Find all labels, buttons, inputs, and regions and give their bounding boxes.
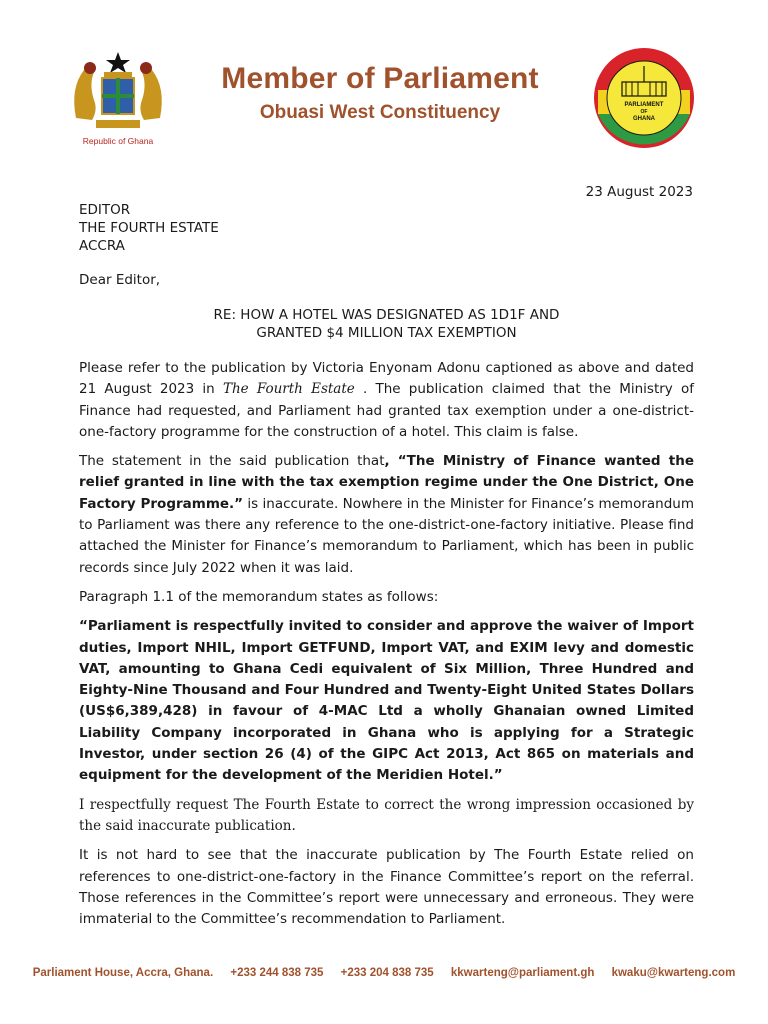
paragraph-1: Please refer to the publication by Victoria Enyonam Adonu captioned as above and dated 21 August 2023 in The Fourth Estate . The publication claimed that the Ministry of Finance had requested, and Parliament had granted tax exemption under a one-district-one-factory programme for the construction of a hotel. This claim is false. (79, 360, 695, 440)
footer-address: Parliament House, Accra, Ghana. (32, 967, 214, 979)
subject-line (79, 306, 694, 342)
footer-phone-2: +233 204 838 735 (340, 967, 434, 979)
footer-email-1[interactable]: kkwarteng@parliament.gh (450, 967, 595, 979)
letterhead-title: Member of Parliament (221, 62, 539, 95)
svg-text:PARLIAMENT: PARLIAMENT (624, 102, 664, 108)
memorandum-quote: “Parliament is respectfully invited to consider and approve the waiver of Import duties, Import NHIL, Import GETFUND, Import VAT, and EXIM levy and domestic VAT, amounting to Ghana Cedi equivalent of Six Million, Three Hundred and Eighty-Nine Thousand and Four Hundred and Twenty-Eight United States Dollars (US$6,389,428) in favour of 4-MAC Ltd a wholly Ghanaian owned Limited Liability Company incorporated in Ghana who is applying for a Strategic Investor, under section 26 (4) of the GIPC Act 2013, Act 865 on materials and equipment for the development of the Meridien Hotel.” (79, 618, 694, 784)
quoted-statement: , “The Ministry of Finance wanted the relief granted in line with the tax exemption regime under the One District, One Factory Programme.” (79, 453, 694, 512)
subject-line-2: GRANTED $4 MILLION TAX EXEMPTION (256, 325, 517, 341)
letter-body (79, 358, 694, 938)
paragraph-2: The statement in the said publication that, “The Ministry of Finance wanted the relief granted in line with the tax exemption regime under the One District, One Factory Programme.” is inaccurate. Nowhere in the Minister for Finance’s memorandum to Parliament was there any reference to the one-district-one-factory initiative. Please find attached the Minister for Finance’s memorandum to Parliament, which has been in public records since July 2022 when it was laid. (79, 453, 694, 576)
recipient-address (79, 201, 219, 255)
paragraph-5: I respectfully request The Fourth Estate to correct the wrong impression occasioned by the said inaccurate publication. (79, 796, 694, 834)
paragraph-6: It is not hard to see that the inaccurate publication by The Fourth Estate relied on references to one-district-one-factory in the Finance Committee’s report on the referral. Those references in the Committee’s report were unnecessary and erroneous. They were immaterial to the Committee’s recommendation to Parliament. (79, 847, 694, 928)
letterhead-footer (0, 967, 768, 979)
footer-email-2[interactable]: kwaku@kwarteng.com (611, 967, 736, 979)
address-line: ACCRA (79, 238, 125, 254)
svg-text:OF: OF (640, 109, 648, 115)
salutation: Dear Editor, (79, 272, 161, 288)
subject-line-1: RE: HOW A HOTEL WAS DESIGNATED AS 1D1F AND (213, 307, 560, 323)
address-line: THE FOURTH ESTATE (79, 220, 219, 236)
svg-text:GHANA: GHANA (633, 116, 655, 122)
coat-caption: Republic of Ghana (82, 136, 154, 146)
letterhead-subtitle: Obuasi West Constituency (259, 102, 501, 123)
paragraph-3: Paragraph 1.1 of the memorandum states as follows: (79, 588, 439, 605)
parliament-seal-logo (592, 46, 696, 150)
address-line: EDITOR (79, 202, 131, 218)
publication-name: The Fourth Estate (222, 381, 355, 398)
letter-date: 23 August 2023 (585, 184, 693, 200)
coat-of-arms-logo (66, 48, 170, 134)
footer-phone-1: +233 244 838 735 (230, 967, 324, 979)
